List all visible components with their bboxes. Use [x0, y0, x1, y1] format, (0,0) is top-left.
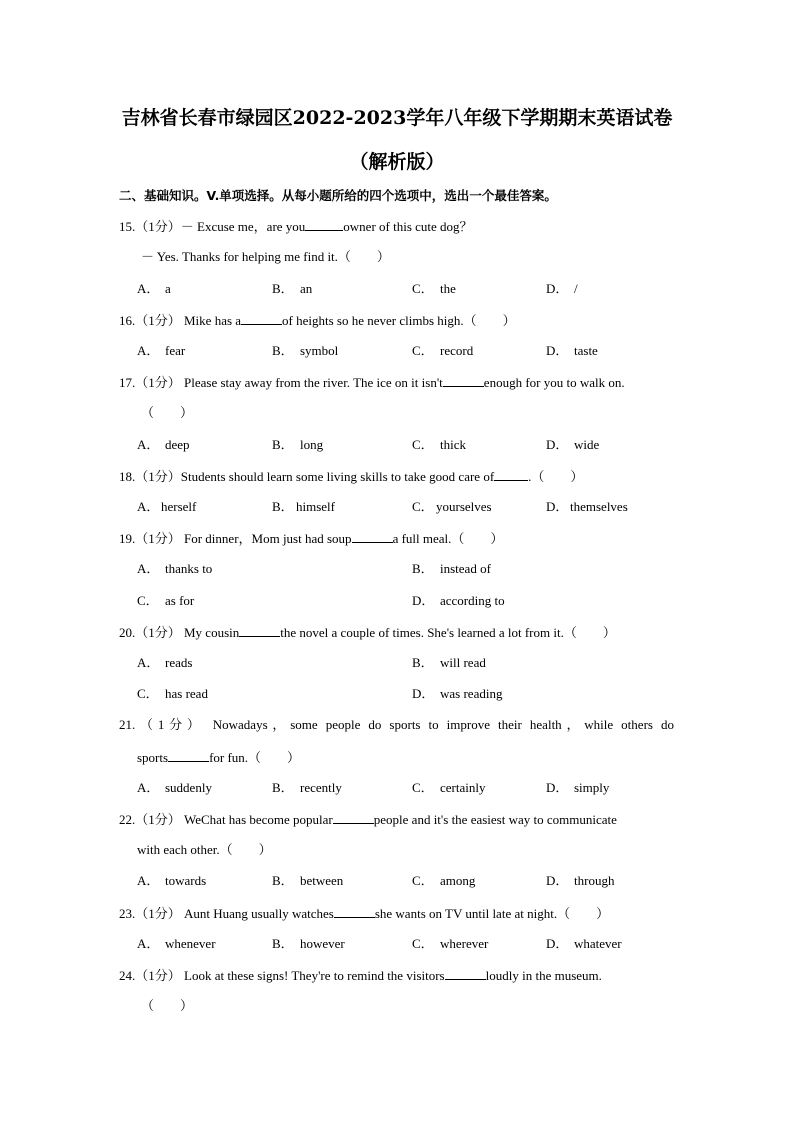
option-b[interactable]: B． himself [272, 499, 335, 514]
option-a[interactable]: A． deep [137, 437, 190, 452]
option-b[interactable]: B． an [272, 281, 313, 296]
answer-blank [352, 530, 393, 543]
option-d[interactable]: D． taste [546, 343, 598, 358]
question-16: 16.（1分） Mike has a of heights so he never climbs high.（ ） [119, 313, 516, 328]
answer-brackets: （ ） [141, 998, 194, 1013]
option-c[interactable]: C． yourselves [412, 499, 492, 514]
option-c[interactable]: C． has read [137, 686, 208, 701]
option-b[interactable]: B． instead of [412, 561, 491, 576]
option-a[interactable]: A． suddenly [137, 780, 212, 795]
answer-blank [445, 967, 486, 980]
option-d[interactable]: D． was reading [412, 686, 503, 701]
option-a[interactable]: A． fear [137, 343, 186, 358]
question-15-reply: － Yes. Thanks for helping me find it.（ ） [141, 249, 390, 264]
question-22-continued: with each other.（ ） [137, 842, 272, 857]
option-c[interactable]: C． as for [137, 593, 195, 608]
answer-blank [241, 312, 282, 325]
answer-blank [168, 749, 209, 762]
option-c[interactable]: C． the [412, 281, 456, 296]
option-c[interactable]: C． among [412, 873, 476, 888]
option-d[interactable]: D． themselves [546, 499, 628, 514]
question-24: 24.（1分） Look at these signs! They're to remind the visitors loudly in the museum. [119, 968, 602, 983]
option-b[interactable]: B． between [272, 873, 344, 888]
question-18: 18.（1分）Students should learn some living skills to take good care of .（ ） [119, 469, 584, 484]
question-22: 22.（1分） WeChat has become popular people and it's the easiest way to communicate [119, 812, 617, 827]
question-19: 19.（1分） For dinner，Mom just had soup a full meal.（ ） [119, 531, 504, 546]
option-c[interactable]: C． record [412, 343, 474, 358]
option-b[interactable]: B． recently [272, 780, 342, 795]
document-subtitle: （解析版） [349, 151, 445, 173]
option-b[interactable]: B． symbol [272, 343, 339, 358]
answer-blank [305, 218, 343, 231]
option-d[interactable]: D． according to [412, 593, 505, 608]
option-a[interactable]: A． a [137, 281, 171, 296]
option-b[interactable]: B． however [272, 936, 345, 951]
option-a[interactable]: A． whenever [137, 936, 216, 951]
option-c[interactable]: C． thick [412, 437, 466, 452]
question-21-continued: sports for fun.（ ） [137, 750, 301, 765]
option-d[interactable]: D． / [546, 281, 578, 296]
answer-blank [494, 468, 528, 481]
option-d[interactable]: D． simply [546, 780, 610, 795]
option-d[interactable]: D． wide [546, 437, 600, 452]
option-b[interactable]: B． will read [412, 655, 486, 670]
answer-blank [443, 374, 484, 387]
option-c[interactable]: C． wherever [412, 936, 489, 951]
option-a[interactable]: A． reads [137, 655, 193, 670]
document-title: 吉林省长春市绿园区2022-2023学年八年级下学期期末英语试卷 [121, 107, 673, 129]
answer-blank [333, 811, 374, 824]
answer-brackets: （ ） [141, 405, 194, 420]
option-a[interactable]: A． herself [137, 499, 197, 514]
question-23: 23.（1分） Aunt Huang usually watches she wants on TV until late at night.（ ） [119, 906, 610, 921]
option-c[interactable]: C． certainly [412, 780, 486, 795]
option-b[interactable]: B． long [272, 437, 324, 452]
question-17: 17.（1分） Please stay away from the river. The ice on it isn't enough for you to walk on. [119, 375, 625, 390]
answer-blank [334, 905, 375, 918]
question-21: 21.（1分） Nowadays，some people do sports to improve their health，while others do [119, 717, 674, 732]
option-d[interactable]: D． whatever [546, 936, 622, 951]
option-d[interactable]: D． through [546, 873, 615, 888]
question-20: 20.（1分） My cousin the novel a couple of times. She's learned a lot from it.（ ） [119, 625, 616, 640]
answer-blank [239, 624, 280, 637]
question-15: 15.（1分）－ Excuse me，are you owner of this cute dog？ [119, 219, 473, 234]
option-a[interactable]: A． thanks to [137, 561, 213, 576]
section-heading: 二、基础知识。V.单项选择。从每小题所给的四个选项中，选出一个最佳答案。 [119, 188, 557, 203]
option-a[interactable]: A． towards [137, 873, 207, 888]
